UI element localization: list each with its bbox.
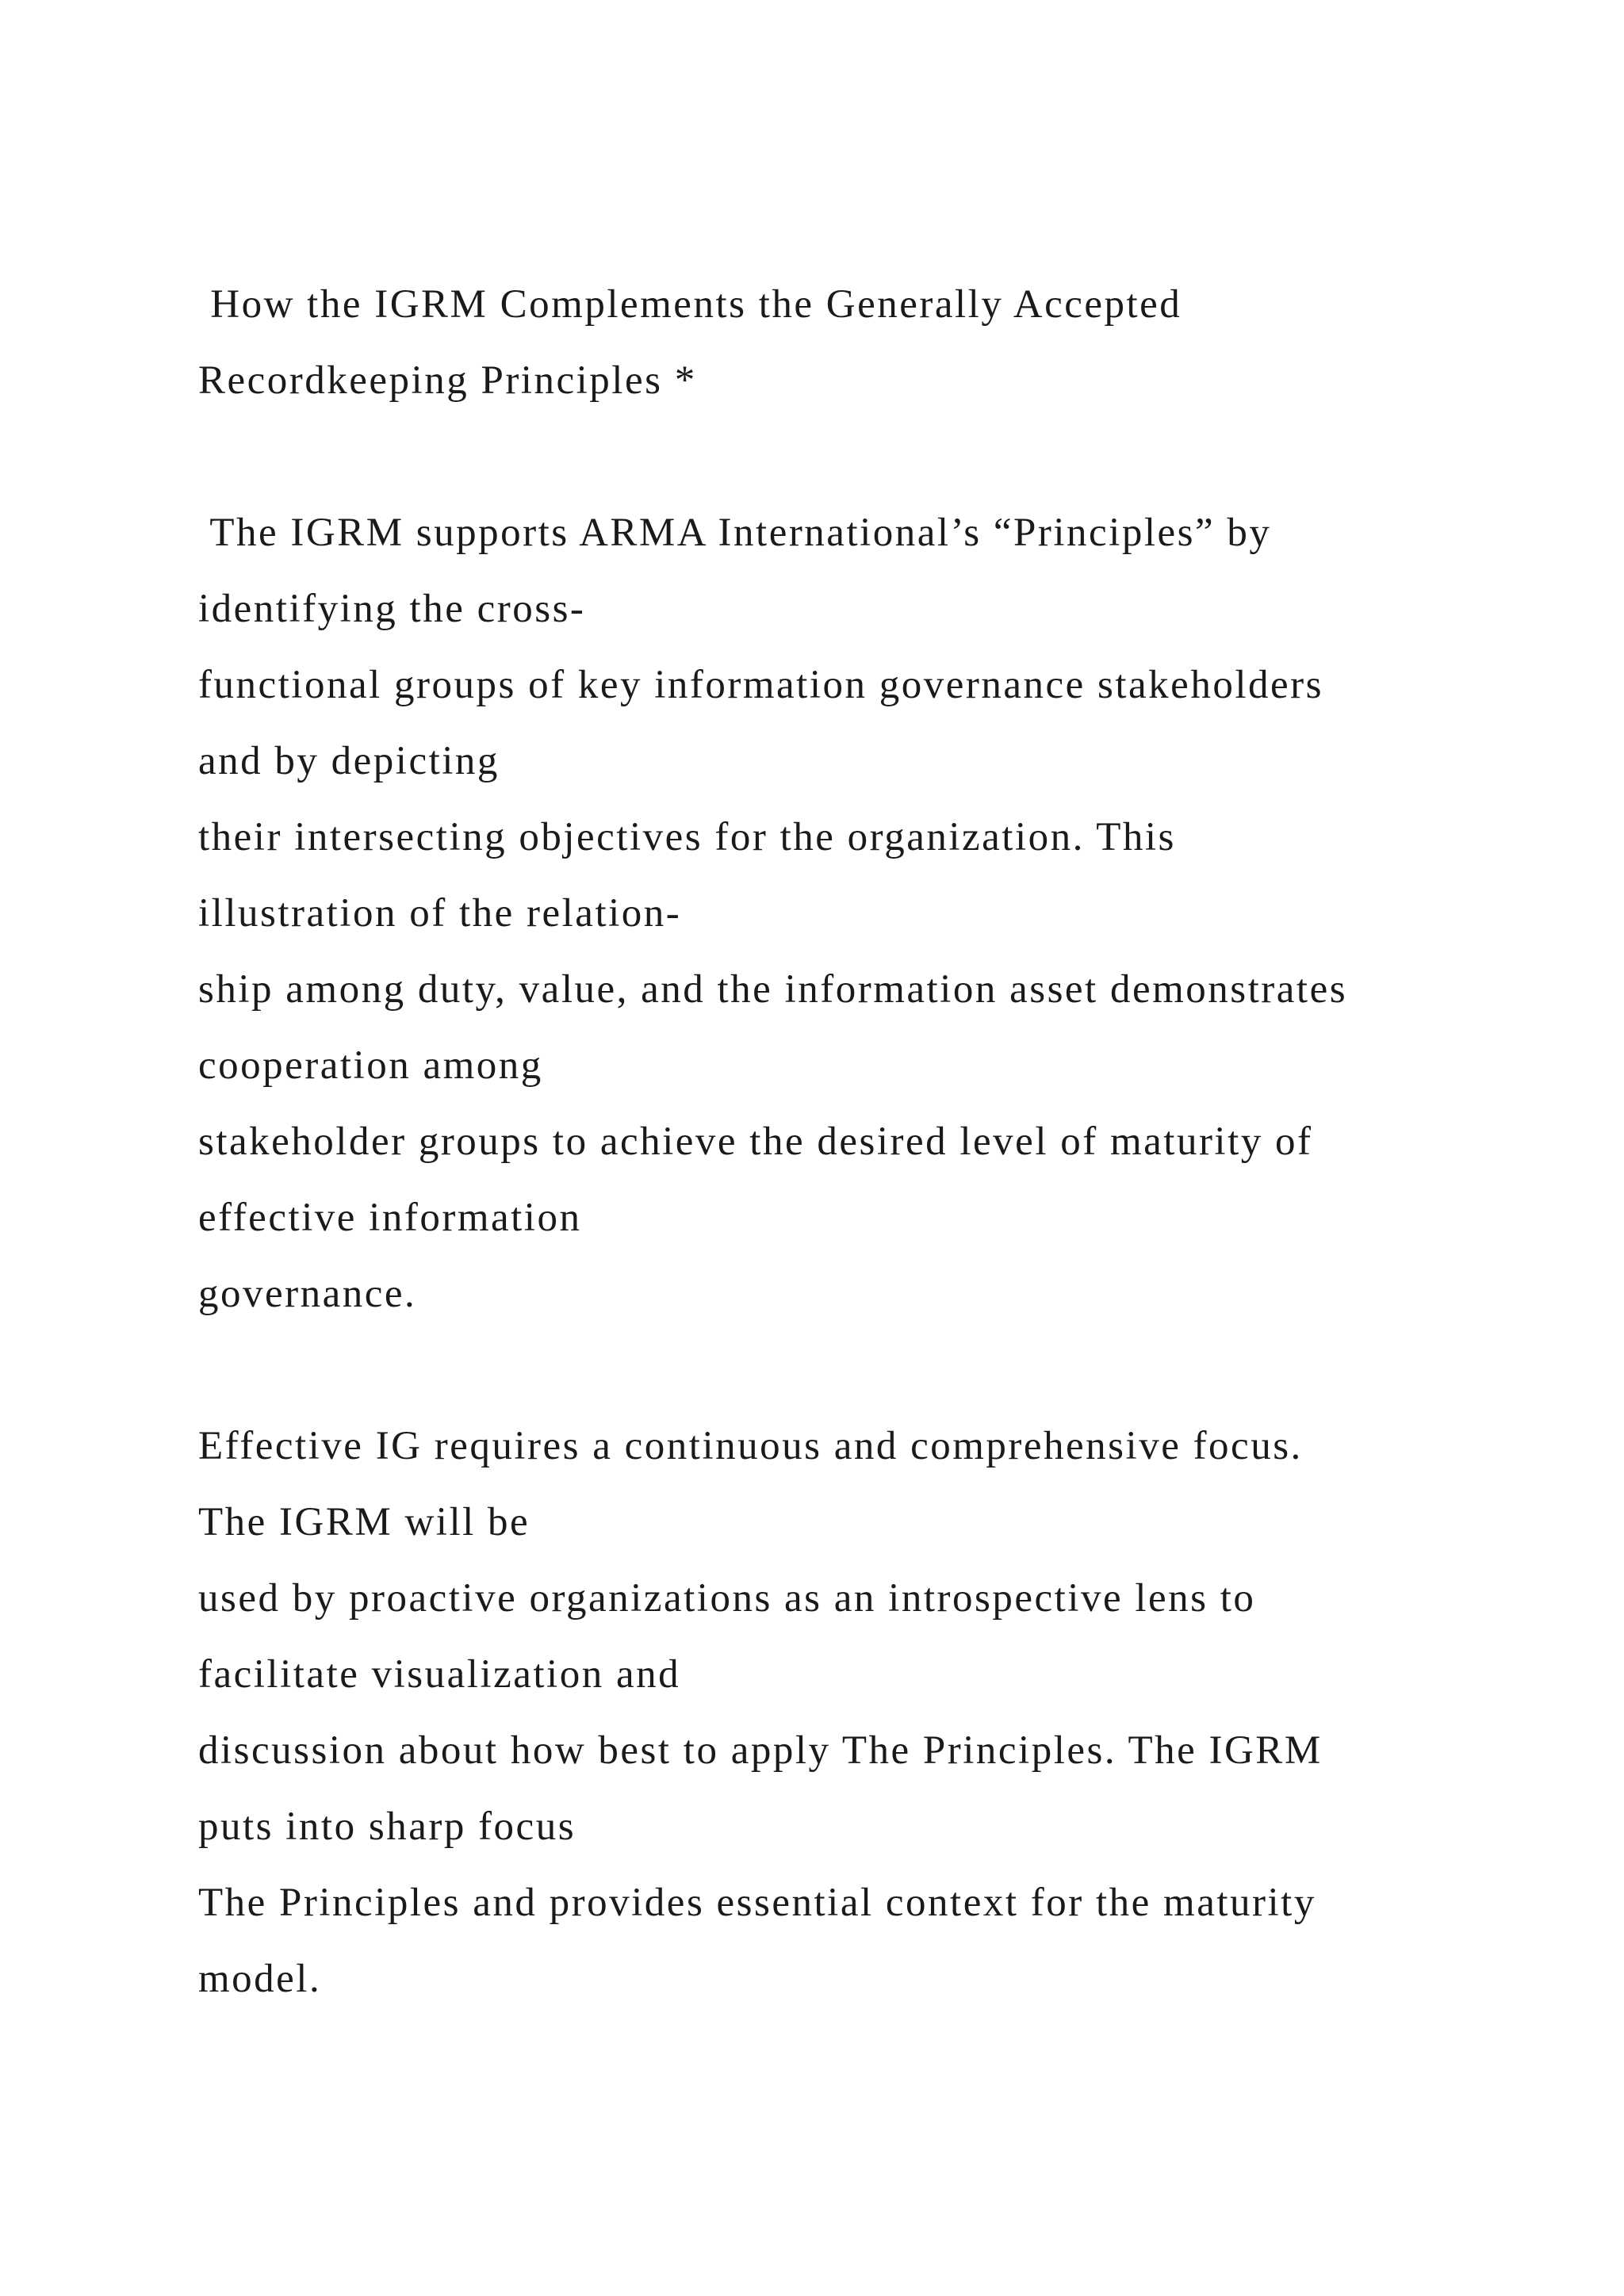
paragraph2-line: model. — [198, 1957, 322, 2001]
paragraph1-line: their intersecting objectives for the organization. This — [198, 815, 1176, 859]
title-line: How the IGRM Complements the Generally Accepted — [198, 282, 1182, 327]
paragraph1-line: cooperation among — [198, 1043, 543, 1088]
paragraph1-line: functional groups of key information governance stakeholders — [198, 663, 1323, 707]
paragraph2-line: The Principles and provides essential context for the maturity — [198, 1881, 1316, 1925]
paragraph1-line: ship among duty, value, and the information asset demonstrates — [198, 967, 1348, 1012]
paragraph1-line: effective information — [198, 1196, 582, 1240]
paragraph2-line: facilitate visualization and — [198, 1652, 681, 1697]
paragraph1-line: identifying the cross- — [198, 587, 586, 631]
title-line: Recordkeeping Principles * — [198, 358, 697, 403]
paragraph1-line: governance. — [198, 1272, 417, 1316]
paragraph-gap — [198, 1332, 1594, 1408]
paragraph-gap — [198, 419, 1594, 495]
paragraph2-line: puts into sharp focus — [198, 1804, 576, 1849]
paragraph1-line: illustration of the relation- — [198, 891, 682, 936]
paragraph2-line: The IGRM will be — [198, 1500, 530, 1544]
paragraph1-line: The IGRM supports ARMA International’s “Principles” by — [198, 511, 1272, 555]
paragraph2-line: discussion about how best to apply The Principles. The IGRM — [198, 1728, 1323, 1773]
paragraph1-line: stakeholder groups to achieve the desired level of maturity of — [198, 1119, 1313, 1164]
paragraph2-line: used by proactive organizations as an introspective lens to — [198, 1576, 1256, 1621]
paragraph2-line: Effective IG requires a continuous and comprehensive focus. — [198, 1424, 1303, 1468]
document-body — [198, 266, 1594, 2017]
paragraph1-line: and by depicting — [198, 739, 500, 783]
